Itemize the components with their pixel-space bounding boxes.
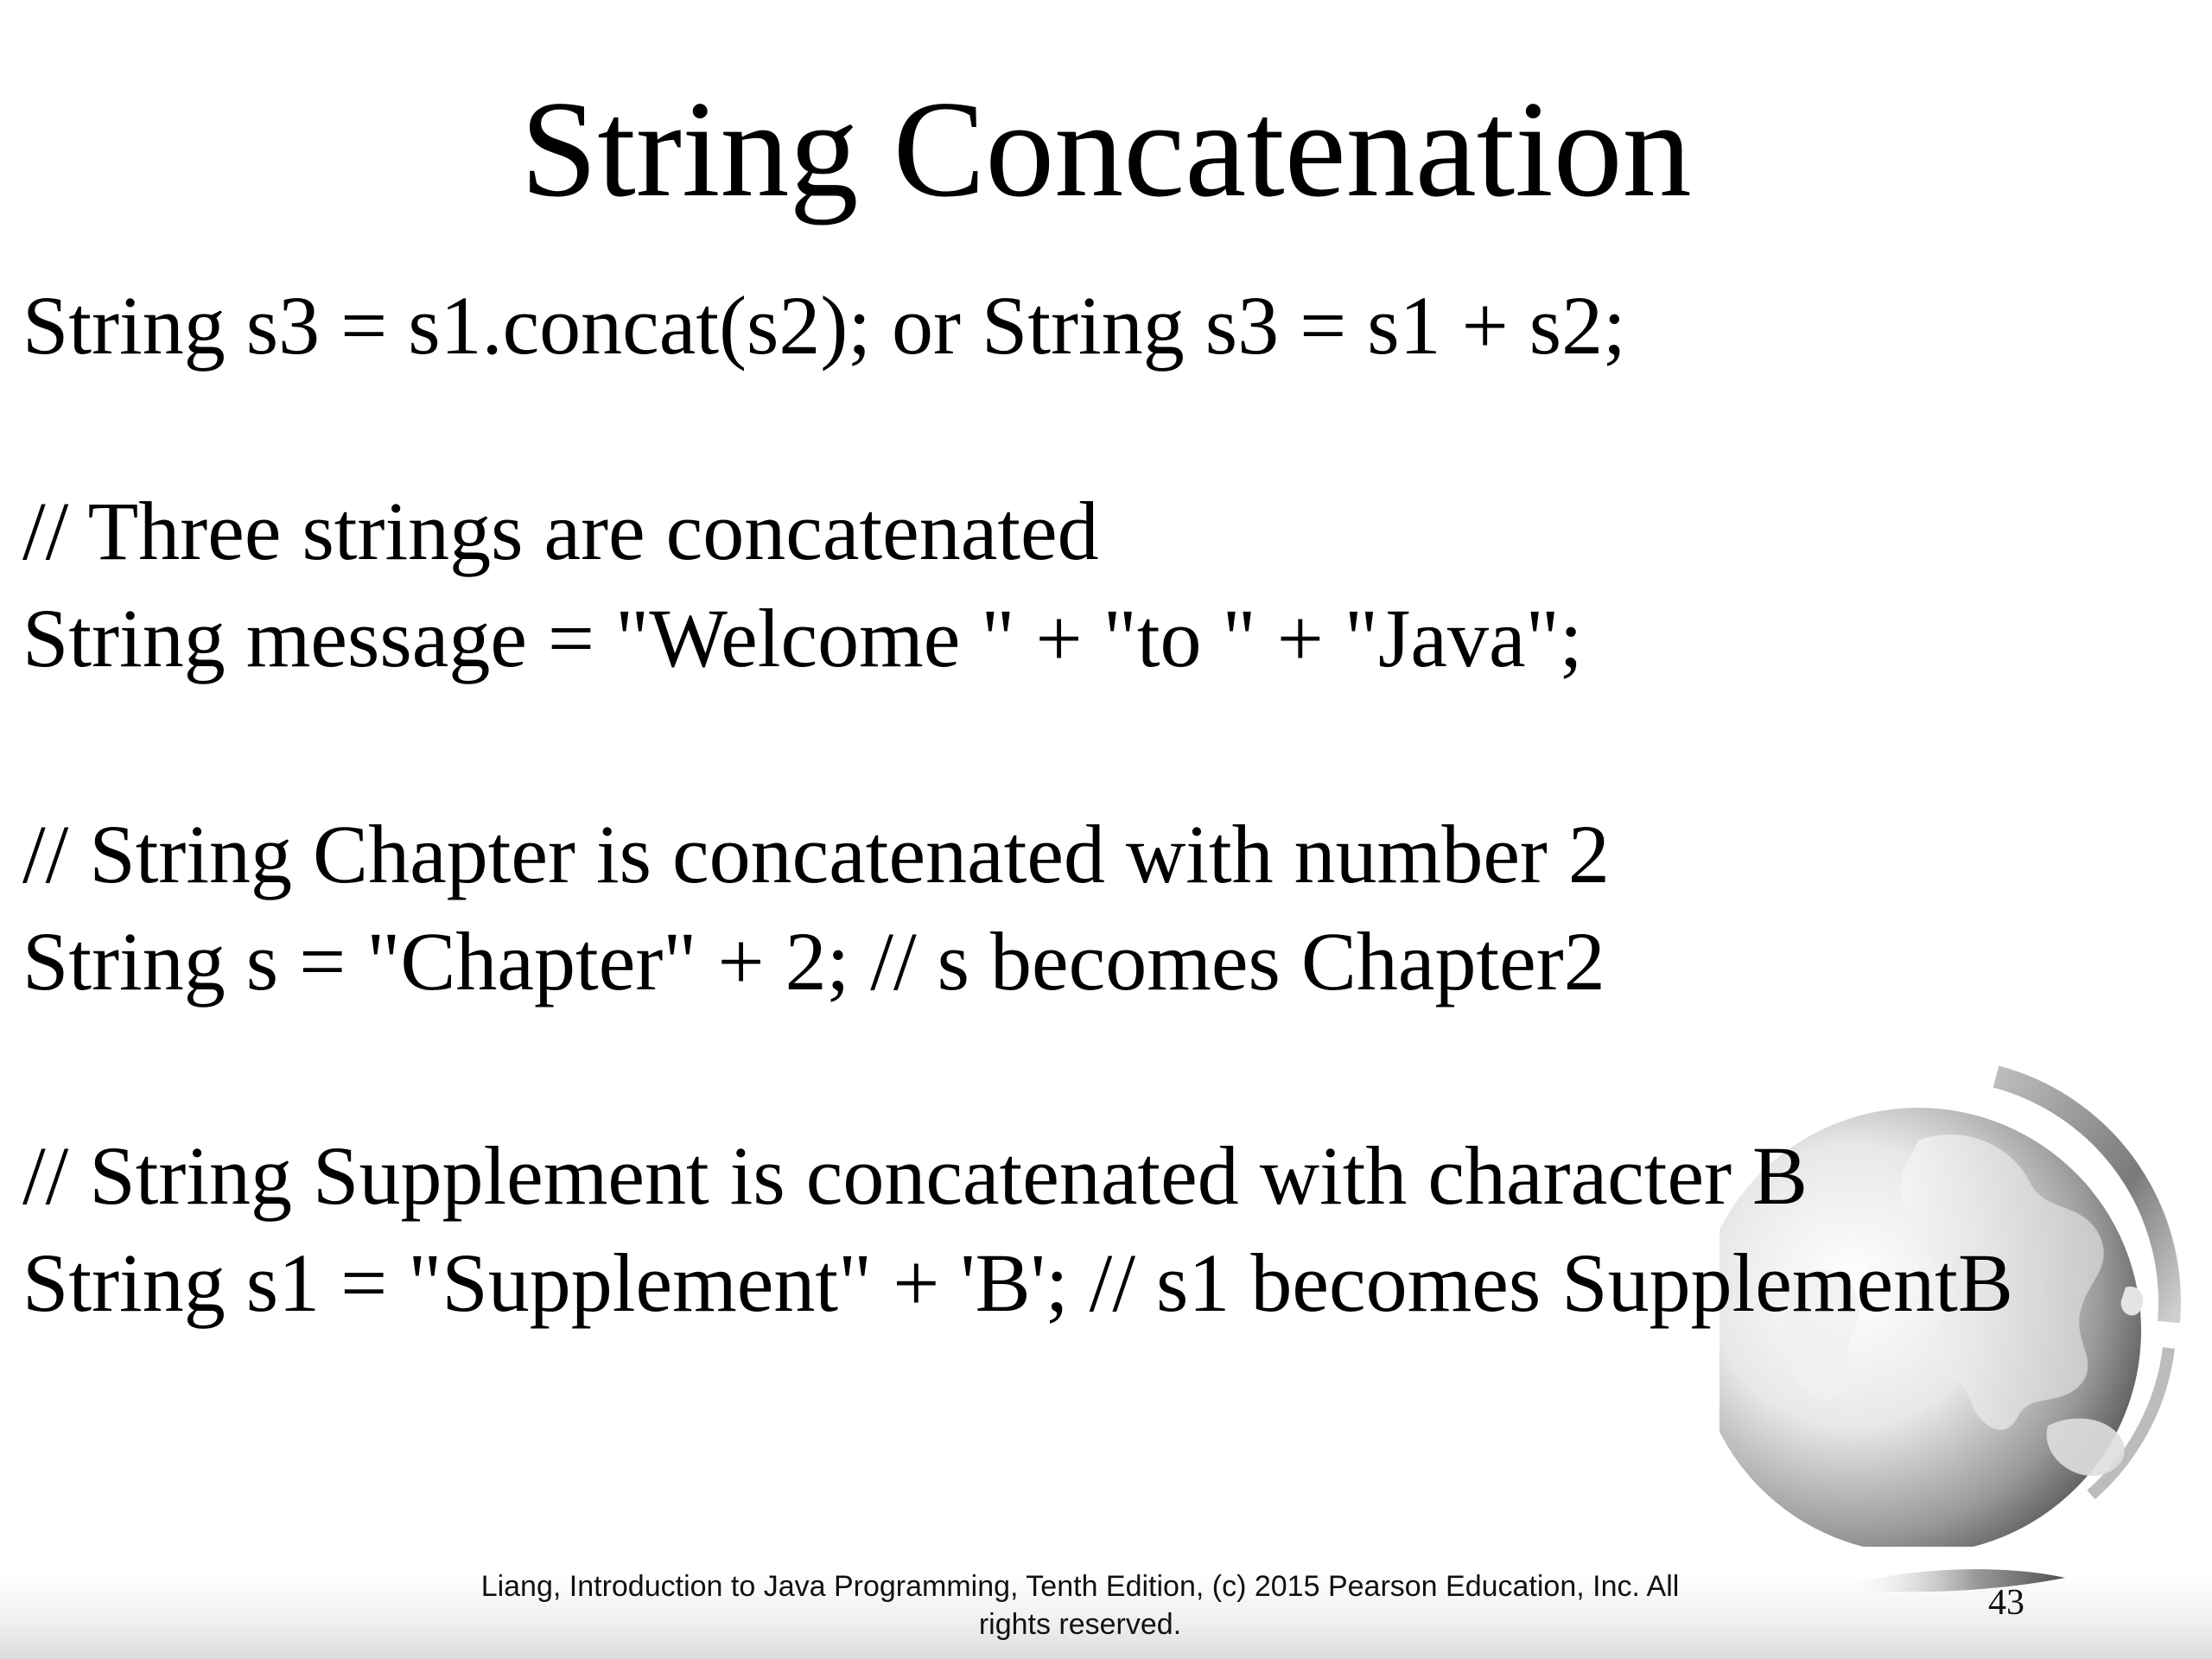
code-line-concat: String s3 = s1.concat(s2); or String s3 = s1 + s2; xyxy=(22,279,1626,372)
comment-supplement-char: // String Supplement is concatenated with character B xyxy=(22,1129,1808,1222)
copyright-line-1: Liang, Introduction to Java Programming, Tenth Edition, (c) 2015 Pearson Education, Inc. All xyxy=(480,1570,1680,1603)
code-line-chapter: String s = "Chapter" + 2; // s becomes Chapter2 xyxy=(22,915,1605,1007)
comment-three-strings: // Three strings are concatenated xyxy=(22,485,1099,577)
code-line-supplement: String s1 = "Supplement" + 'B'; // s1 becomes SupplementB xyxy=(22,1236,2013,1329)
comment-chapter-number: // String Chapter is concatenated with number 2 xyxy=(22,808,1610,900)
copyright-line-2: rights reserved. xyxy=(978,1608,1182,1641)
copyright-footer xyxy=(441,1567,1719,1643)
code-line-message: String message = "Welcome " + "to " + "Java"; xyxy=(22,592,1583,684)
page-number: 43 xyxy=(1988,1583,2024,1623)
slide-title: String Concatenation xyxy=(520,72,1692,226)
